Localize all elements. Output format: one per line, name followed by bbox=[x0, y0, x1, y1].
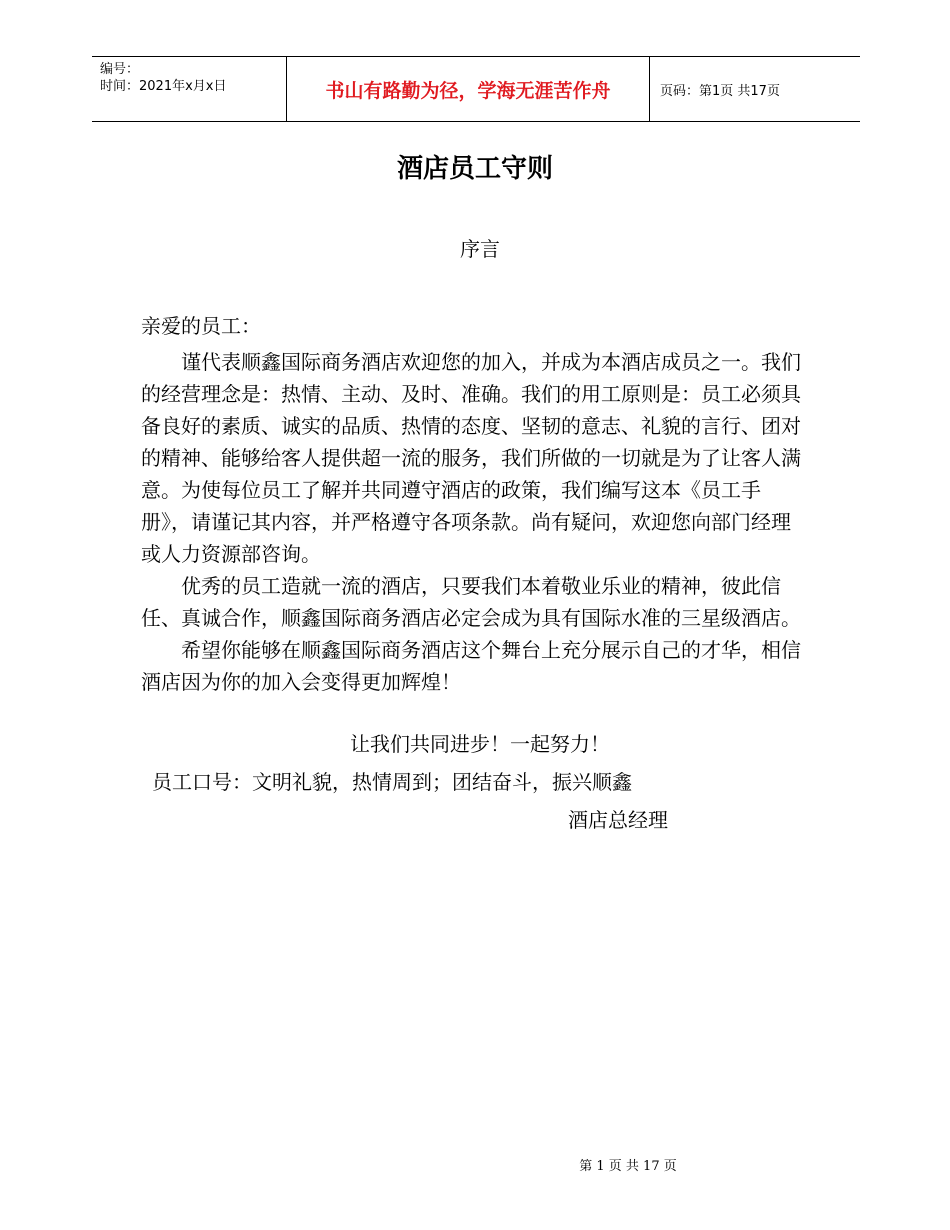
employee-slogan: 员工口号：文明礼貌，热情周到；团结奋斗，振兴顺鑫 bbox=[152, 770, 632, 794]
body-paragraph-2: 优秀的员工造就一流的酒店，只要我们本着敬业乐业的精神，彼此信任、真诚合作，顺鑫国际商务酒店必定会成为具有国际水准的三星级酒店。 bbox=[141, 574, 801, 630]
salutation: 亲爱的员工： bbox=[141, 314, 261, 338]
closing-motto: 让我们共同进步！一起努力！ bbox=[350, 732, 610, 756]
document-subtitle: 序言 bbox=[460, 237, 500, 261]
header-meta bbox=[92, 57, 287, 121]
document-body bbox=[141, 310, 809, 698]
body-paragraph-1: 谨代表顺鑫国际商务酒店欢迎您的加入，并成为本酒店成员之一。我们的经营理念是：热情、主动、及时、准确。我们的用工原则是：员工必须具备良好的素质、诚实的品质、热情的态度、坚韧的意志、礼貌的言行、团对的精神、能够给客人提供超一流的服务，我们所做的一切就是为了让客人满意。为使每位员工了解并共同遵守酒店的政策，我们编写这本《员工手册》，请谨记其内容，并严格遵守各项条款。尚有疑问，欢迎您向部门经理或人力资源部咨询。 bbox=[141, 350, 801, 566]
page-header bbox=[92, 56, 860, 122]
signature: 酒店总经理 bbox=[568, 808, 668, 832]
header-page-info: 页码：第1页 共17页 bbox=[660, 83, 780, 99]
header-number-label: 编号： bbox=[100, 62, 140, 77]
document-title: 酒店员工守则 bbox=[396, 154, 553, 184]
body-paragraph-3: 希望你能够在顺鑫国际商务酒店这个舞台上充分展示自己的才华，相信酒店因为你的加入会变得更加辉煌！ bbox=[141, 638, 801, 694]
header-time-label: 时间：2021年x月x日 bbox=[100, 79, 227, 94]
page-footer: 第 1 页 共 17 页 bbox=[579, 1159, 677, 1174]
header-motto: 书山有路勤为径，学海无涯苦作舟 bbox=[287, 57, 650, 121]
